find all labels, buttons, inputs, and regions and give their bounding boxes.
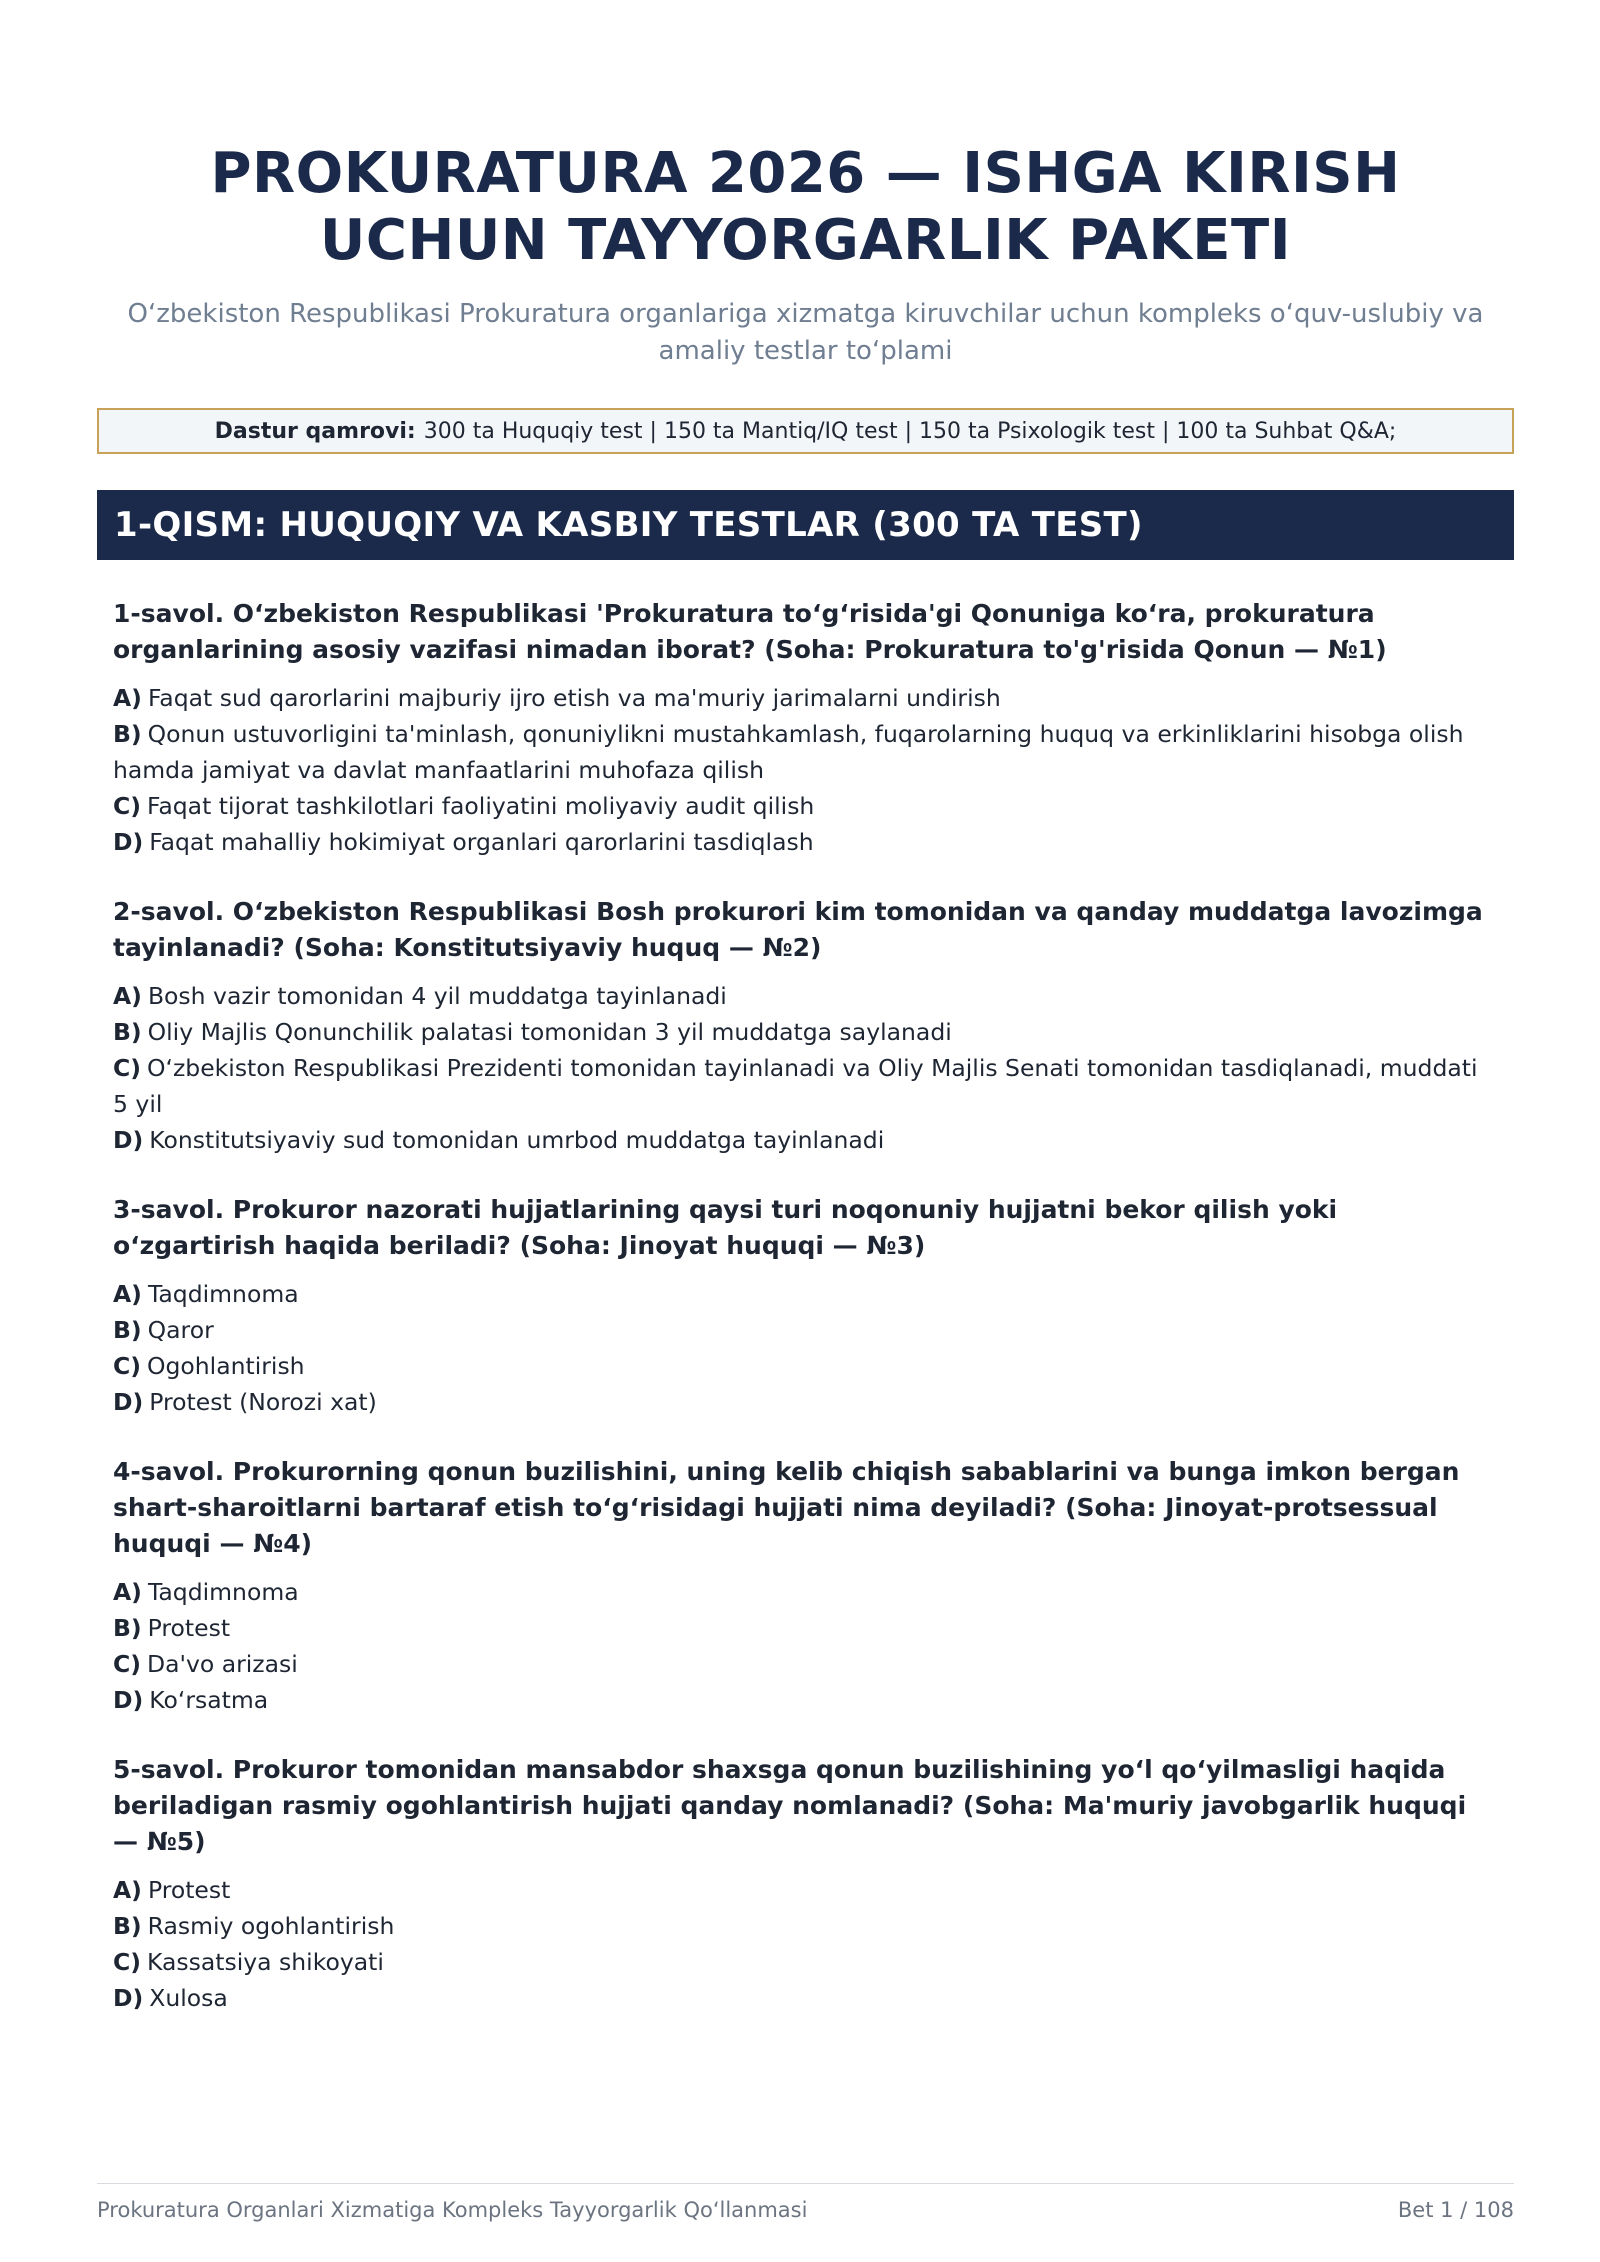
document-page [97, 0, 1514, 2262]
option-text: Taqdimnoma [147, 1578, 299, 1606]
option-text: Faqat tijorat tashkilotlari faoliyatini moliyaviy audit qilish [147, 792, 815, 820]
option-letter: D) [113, 1984, 144, 2012]
answer-option-a [113, 1872, 1498, 1908]
option-text: Rasmiy ogohlantirish [147, 1912, 395, 1940]
answer-option-b [113, 1014, 1498, 1050]
option-letter: B) [113, 1316, 142, 1344]
answer-option-a [113, 1276, 1498, 1312]
answer-option-c [113, 1050, 1498, 1122]
option-letter: D) [113, 1388, 144, 1416]
answer-option-a [113, 978, 1498, 1014]
option-letter: A) [113, 1578, 142, 1606]
footer-document-name: Prokuratura Organlari Xizmatiga Kompleks Tayyorgarlik Qo‘llanmasi [97, 2198, 808, 2222]
question-1 [113, 596, 1498, 860]
question-5 [113, 1752, 1498, 2016]
page-number: Bet 1 / 108 [1397, 2198, 1514, 2222]
option-text: Protest [147, 1876, 231, 1904]
question-text: 2-savol. O‘zbekiston Respublikasi Bosh prokurori kim tomonidan va qanday muddatga lavozimga tayinlanadi? (Soha: Konstitutsiyaviy huquq — №2) [113, 897, 1483, 962]
option-letter: B) [113, 1614, 142, 1642]
question-2 [113, 894, 1498, 1158]
option-text: Qaror [147, 1316, 214, 1344]
option-letter: D) [113, 828, 144, 856]
answer-option-d [113, 1980, 1498, 2016]
page-footer [97, 2183, 1514, 2222]
answer-option-b [113, 716, 1498, 788]
answer-option-c [113, 1348, 1498, 1384]
answer-option-d [113, 1122, 1498, 1158]
question-text: 3-savol. Prokuror nazorati hujjatlarining qaysi turi noqonuniy hujjatni bekor qilish yoki o‘zgartirish haqida beriladi? (Soha: Jinoyat huquqi — №3) [113, 1195, 1338, 1260]
answer-option-d [113, 824, 1498, 860]
answer-option-b [113, 1312, 1498, 1348]
option-text: Xulosa [149, 1984, 228, 2012]
option-letter: A) [113, 1280, 142, 1308]
option-text: Ogohlantirish [147, 1352, 305, 1380]
question-list [97, 596, 1514, 2016]
answer-option-b [113, 1610, 1498, 1646]
answer-option-c [113, 1646, 1498, 1682]
option-text: O‘zbekiston Respublikasi Prezidenti tomonidan tayinlanadi va Oliy Majlis Senati tomonidan tasdiqlanadi, muddati 5 yil [113, 1054, 1478, 1118]
option-letter: A) [113, 982, 142, 1010]
option-text: Protest [147, 1614, 231, 1642]
option-letter: B) [113, 1912, 142, 1940]
program-scope-text: 300 ta Huquqiy test | 150 ta Mantiq/IQ test | 150 ta Psixologik test | 100 ta Suhbat Q&A; [423, 418, 1397, 444]
program-scope-label: Dastur qamrovi: [214, 418, 416, 444]
option-text: Protest (Norozi xat) [149, 1388, 377, 1416]
option-text: Oliy Majlis Qonunchilik palatasi tomonidan 3 yil muddatga saylanadi [147, 1018, 952, 1046]
option-text: Qonun ustuvorligini ta'minlash, qonuniylikni mustahkamlash, fuqarolarning huquq va erkinliklarini hisobga olish hamda jamiyat va davlat manfaatlarini muhofaza qilish [113, 720, 1464, 784]
option-text: Bosh vazir tomonidan 4 yil muddatga tayinlanadi [147, 982, 727, 1010]
option-letter: C) [113, 1948, 141, 1976]
question-3 [113, 1192, 1498, 1420]
answer-option-b [113, 1908, 1498, 1944]
answer-option-c [113, 1944, 1498, 1980]
answer-option-a [113, 680, 1498, 716]
option-text: Kassatsiya shikoyati [147, 1948, 384, 1976]
option-letter: A) [113, 1876, 142, 1904]
option-text: Konstitutsiyaviy sud tomonidan umrbod muddatga tayinlanadi [149, 1126, 885, 1154]
option-letter: A) [113, 684, 142, 712]
option-letter: C) [113, 1650, 141, 1678]
program-scope-box [97, 408, 1514, 454]
option-text: Ko‘rsatma [149, 1686, 269, 1714]
option-letter: D) [113, 1686, 144, 1714]
option-letter: C) [113, 1054, 141, 1082]
option-letter: C) [113, 792, 141, 820]
question-4 [113, 1454, 1498, 1718]
answer-option-d [113, 1384, 1498, 1420]
option-letter: B) [113, 1018, 142, 1046]
document-title: PROKURATURA 2026 — ISHGA KIRISH UCHUN TAYYORGARLIK PAKETI [210, 141, 1401, 273]
question-text: 4-savol. Prokurorning qonun buzilishini, uning kelib chiqish sabablarini va bunga imkon bergan shart-sharoitlarni bartaraf etish to‘g‘risidagi hujjati nima deyiladi? (Soha: Jinoyat-protsessual huquqi — №4) [113, 1457, 1460, 1558]
answer-option-c [113, 788, 1498, 824]
option-letter: C) [113, 1352, 141, 1380]
option-letter: D) [113, 1126, 144, 1154]
question-text: 5-savol. Prokuror tomonidan mansabdor shaxsga qonun buzilishining yo‘l qo‘yilmasligi haqida beriladigan rasmiy ogohlantirish hujjati qanday nomlanadi? (Soha: Ma'muriy javobgarlik huquqi — №5) [113, 1755, 1467, 1856]
question-text: 1-savol. O‘zbekiston Respublikasi 'Prokuratura to‘g‘risida'gi Qonuniga ko‘ra, prokuratura organlarining asosiy vazifasi nimadan iborat? (Soha: Prokuratura to'g'risida Qonun — №1) [113, 599, 1387, 664]
answer-option-d [113, 1682, 1498, 1718]
option-text: Da'vo arizasi [147, 1650, 298, 1678]
document-subtitle: O‘zbekiston Respublikasi Prokuratura organlariga xizmatga kiruvchilar uchun kompleks o‘quv-uslubiy va amaliy testlar to‘plami [127, 299, 1484, 366]
option-text: Faqat mahalliy hokimiyat organlari qarorlarini tasdiqlash [149, 828, 814, 856]
answer-option-a [113, 1574, 1498, 1610]
section-header: 1-QISM: HUQUQIY VA KASBIY TESTLAR (300 TA TEST) [97, 490, 1514, 560]
option-text: Faqat sud qarorlarini majburiy ijro etish va ma'muriy jarimalarni undirish [147, 684, 1001, 712]
option-text: Taqdimnoma [147, 1280, 299, 1308]
option-letter: B) [113, 720, 142, 748]
